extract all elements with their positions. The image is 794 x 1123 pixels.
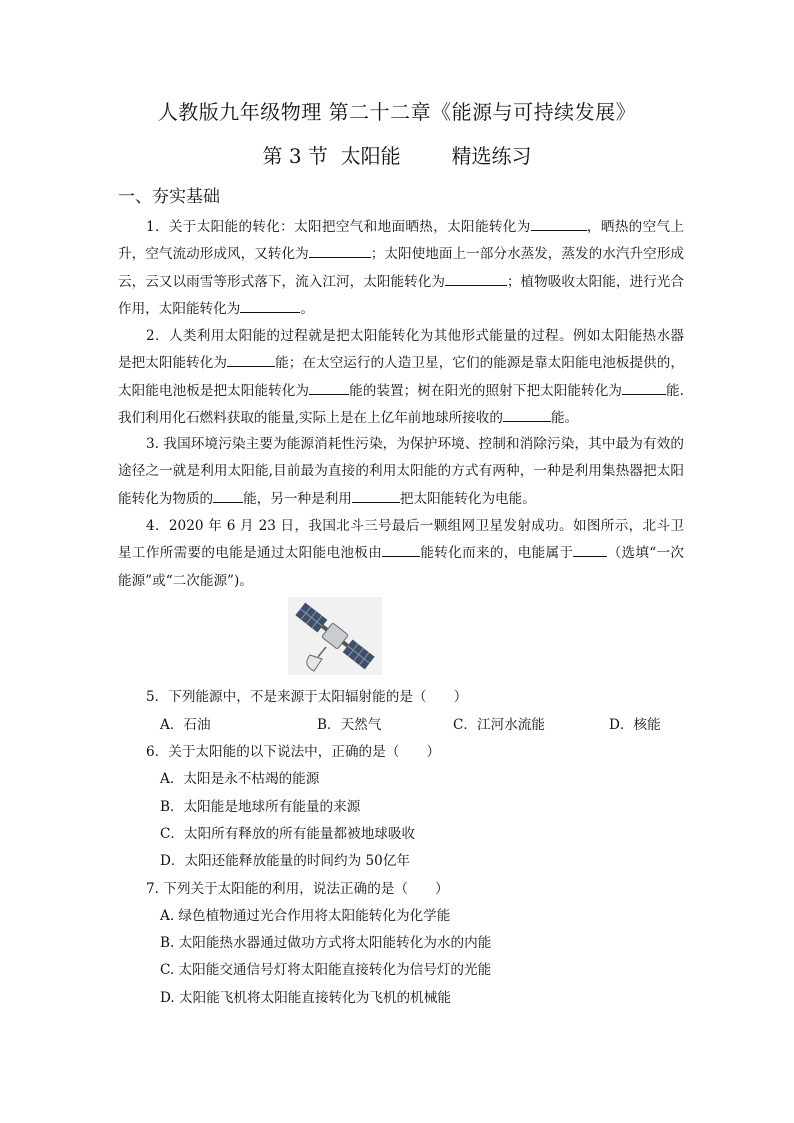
q1-text-2: ，晒热的空气上升，空气流动形成风，又转化为: [118, 219, 684, 263]
q4-text-3: （选填“一次能源”或“二次能源”)。: [118, 545, 685, 589]
q2-text-5: 能。: [550, 409, 579, 426]
q5-option-c[interactable]: C．江河水流能: [453, 717, 545, 733]
question-3: [118, 431, 684, 513]
q2-blank-2[interactable]: [309, 379, 349, 394]
q4-text-1: 4．2020 年 6 月 23 日，我国北斗三号最后一颗组网卫星发射成功。如图所示，北斗卫星工作所需要的电能是通过太阳能电池板由: [118, 518, 684, 562]
q5-option-d[interactable]: D．核能: [609, 717, 661, 733]
q1-text-3: ；太阳使地面上一部分水蒸发，蒸发的水汽升空形成云，云又以雨雪等形式落下，流入江河，太阳能转化为: [118, 246, 685, 290]
q6-option-b[interactable]: B．太阳能是地球所有能量的来源: [160, 799, 361, 815]
q4-blank-1[interactable]: [382, 542, 420, 557]
q1-text-1: 1．关于太阳能的转化：太阳把空气和地面晒热，太阳能转化为: [146, 219, 531, 235]
q6-stem: 6．关于太阳能的以下说法中，正确的是（ ）: [146, 744, 441, 760]
q3-text-3: 把太阳能转化为电能。: [399, 490, 536, 507]
q2-blank-3[interactable]: [622, 379, 666, 394]
q7-option-d[interactable]: D. 太阳能飞机将太阳能直接转化为飞机的机械能: [160, 990, 451, 1006]
question-1: [118, 214, 684, 323]
document-subtitle: 第 3 节 太阳能 精选练习: [262, 144, 532, 168]
q3-text-2: 能，另一种是利用: [243, 490, 352, 507]
q3-text-1: 3. 我国环境污染主要为能源消耗性污染，为保护环境、控制和消除污染，其中最为有效的途径之一就是利用太阳能,目前最为直接的利用太阳能的方式有两种，一种是利用集热器把太阳能转化为物质的: [118, 436, 684, 507]
q5-option-b[interactable]: B．天然气: [317, 717, 382, 733]
q5-option-a[interactable]: A．石油: [160, 717, 211, 733]
document-title: 人教版九年级物理 第二十二章《能源与可持续发展》: [157, 100, 637, 124]
section-heading: 一、夯实基础: [118, 187, 220, 207]
q2-text-2: 能；在太空运行的人造卫星，它们的能源是靠太阳能电池板提供的，太阳能电池板是把太阳能转化为: [118, 355, 685, 399]
q1-blank-4[interactable]: [240, 298, 300, 313]
q1-text-5: 。: [300, 300, 314, 317]
satellite-image: [288, 597, 382, 675]
question-2: [118, 323, 684, 432]
q6-option-c[interactable]: C．太阳所有释放的所有能量都被地球吸收: [160, 826, 416, 842]
q2-text-1: 2．人类利用太阳能的过程就是把太阳能转化为其他形式能量的过程。例如太阳能热水器是把太阳能转化为: [118, 328, 684, 372]
q3-blank-1[interactable]: [213, 487, 243, 502]
q7-stem: 7. 下列关于太阳能的利用，说法正确的是（ ）: [146, 881, 449, 897]
question-4: [118, 513, 684, 595]
q5-stem: 5．下列能源中，不是来源于太阳辐射能的是（ ）: [146, 689, 468, 705]
q6-option-a[interactable]: A．太阳是永不枯竭的能源: [160, 771, 320, 787]
q7-option-c[interactable]: C. 太阳能交通信号灯将太阳能直接转化为信号灯的光能: [160, 962, 492, 978]
q1-blank-3[interactable]: [445, 270, 507, 285]
q7-option-a[interactable]: A. 绿色植物通过光合作用将太阳能转化为化学能: [160, 908, 451, 924]
q2-blank-4[interactable]: [503, 407, 551, 422]
q2-text-3: 能的装置；树在阳光的照射下把太阳能转化为: [349, 382, 622, 399]
q1-text-4: ；植物吸收太阳能，进行光合作用，太阳能转化为: [118, 273, 684, 317]
satellite-icon: [288, 597, 382, 675]
q2-text-4: 能.我们利用化石燃料获取的能量,实际上是在上亿年前地球所接收的: [118, 382, 685, 426]
q2-blank-1[interactable]: [227, 352, 275, 367]
q4-blank-2[interactable]: [573, 542, 607, 557]
q1-blank-2[interactable]: [309, 243, 371, 258]
q4-text-2: 能转化而来的，电能属于: [420, 545, 574, 562]
q6-option-d[interactable]: D．太阳还能释放能量的时间约为 50亿年: [160, 853, 411, 869]
q1-blank-1[interactable]: [531, 216, 587, 231]
q3-blank-2[interactable]: [352, 487, 400, 502]
q7-option-b[interactable]: B. 太阳能热水器通过做功方式将太阳能转化为水的内能: [160, 935, 492, 951]
